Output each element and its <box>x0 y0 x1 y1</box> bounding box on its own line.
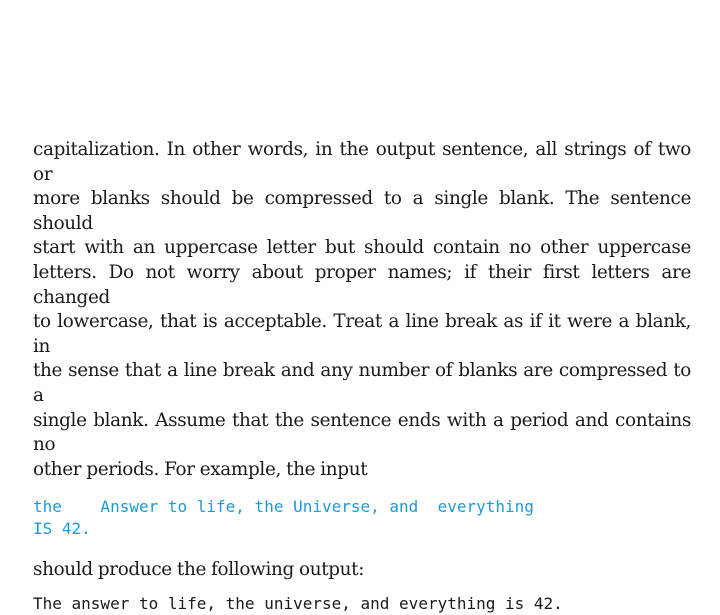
paragraph-line: start with an uppercase letter but should contain no other uppercase <box>33 237 691 259</box>
example-input-code <box>33 496 691 540</box>
document-page <box>33 138 691 615</box>
example-input-line-2: IS 42. <box>33 519 91 539</box>
output-intro-text: should produce the following output: <box>33 559 365 581</box>
paragraph-line: letters. Do not worry about proper names; if their first letters are changed <box>33 261 691 308</box>
paragraph-line: the sense that a line break and any number of blanks are compressed to a <box>33 360 691 406</box>
paragraph-line: capitalization. In other words, in the output sentence, all strings of two or <box>33 139 691 185</box>
paragraph-line: more blanks should be compressed to a single blank. The sentence should <box>33 188 691 234</box>
example-output-code: The answer to life, the universe, and everything is 42. <box>33 593 563 613</box>
description-paragraph <box>33 138 691 482</box>
paragraph-line: single blank. Assume that the sentence ends with a period and contains no <box>33 409 691 456</box>
example-input-line-1: the Answer to life, the Universe, and everything <box>33 497 534 517</box>
paragraph-line: other periods. For example, the input <box>33 458 368 480</box>
paragraph-line: to lowercase, that is acceptable. Treat a line break as if it were a blank, in <box>33 311 691 357</box>
